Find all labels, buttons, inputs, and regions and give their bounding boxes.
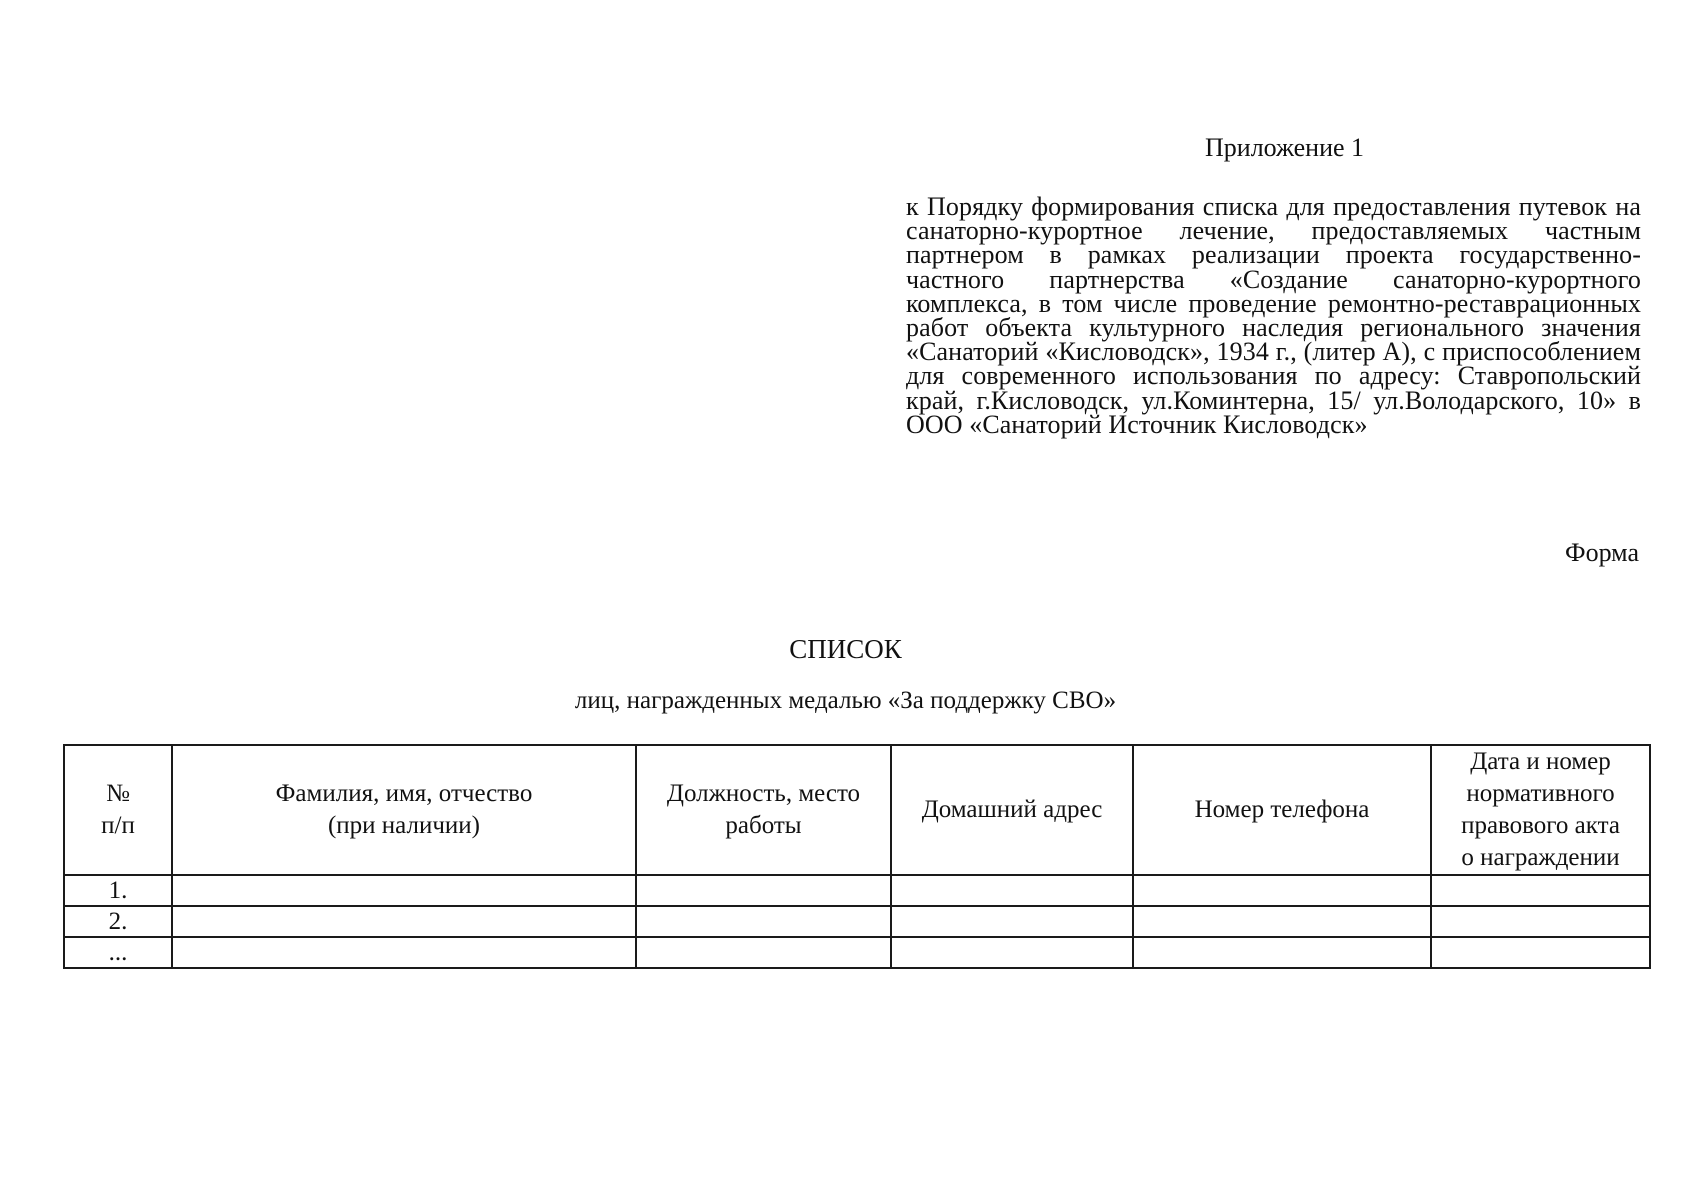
header-number: [64, 745, 172, 875]
cell-award-act: [1431, 906, 1650, 937]
cell-phone: [1133, 875, 1431, 906]
cell-number: 1.: [64, 875, 172, 906]
appendix-title: Приложение 1: [1205, 133, 1365, 162]
table-row: [64, 875, 1650, 906]
cell-full-name: [172, 906, 636, 937]
header-position-workplace: [636, 745, 891, 875]
form-label: Форма: [1565, 538, 1639, 567]
cell-phone: [1133, 906, 1431, 937]
awardees-table: [63, 744, 1651, 969]
header-award-act: [1431, 745, 1650, 875]
cell-number: 2.: [64, 906, 172, 937]
cell-full-name: [172, 937, 636, 968]
cell-address: [891, 875, 1133, 906]
cell-position: [636, 937, 891, 968]
header-address-label: Домашний адрес: [921, 796, 1103, 823]
cell-address: [891, 906, 1133, 937]
document-title: СПИСОК: [789, 634, 902, 664]
header-number-label: № п/п: [101, 780, 135, 839]
cell-award-act: [1431, 937, 1650, 968]
document-subtitle: лиц, награжденных медалью «За поддержку СВО»: [574, 687, 1117, 714]
cell-phone: [1133, 937, 1431, 968]
appendix-reference-text: к Порядку формирования списка для предоставления путевок на санаторно-курортное лечение, предоставляемых частным партнером в рамках реализации проекта государственно-частного партнерства «Создание санаторно-курортного комплекса, в том числе проведение ремонтно-реставрационных работ объекта культурного наследия регионального значения «Санаторий «Кисловодск», 1934 г., (литер А), с приспособлением для современного использования по адресу: Ставропольский край, г.Кисловодск, ул.Коминтерна, 15/ ул.Володарского, 10» в ООО «Санаторий Источник Кисловодск»: [906, 192, 1641, 439]
table-row: [64, 906, 1650, 937]
cell-number: ...: [64, 937, 172, 968]
header-award-act-label: Дата и номер нормативного правового акта о награждении: [1461, 748, 1620, 871]
cell-award-act: [1431, 875, 1650, 906]
header-phone-label: Номер телефона: [1194, 796, 1370, 823]
cell-full-name: [172, 875, 636, 906]
header-position-label: Должность, место работы: [666, 780, 861, 839]
cell-position: [636, 906, 891, 937]
cell-position: [636, 875, 891, 906]
table-header-row: [64, 745, 1650, 875]
header-full-name: [172, 745, 636, 875]
header-full-name-label: Фамилия, имя, отчество (при наличии): [275, 780, 533, 839]
header-home-address: [891, 745, 1133, 875]
header-phone-number: [1133, 745, 1431, 875]
table-row: [64, 937, 1650, 968]
cell-address: [891, 937, 1133, 968]
